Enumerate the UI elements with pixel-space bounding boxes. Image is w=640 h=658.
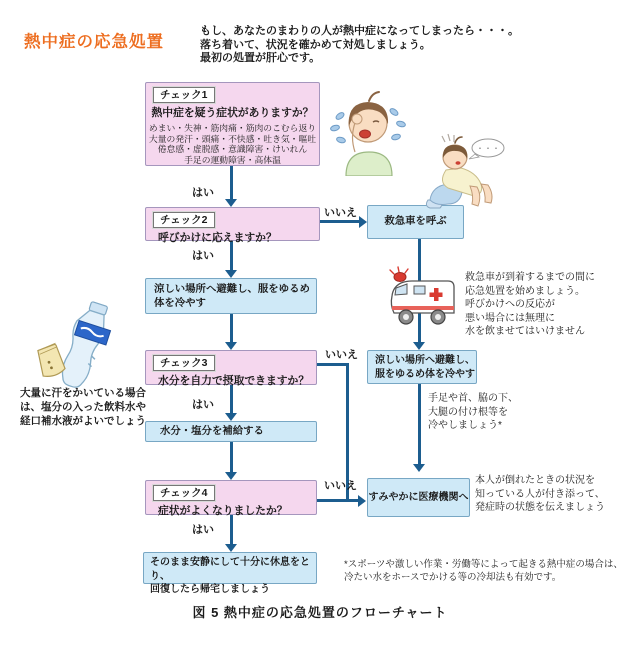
ambulance-note-line: 呼びかけへの反応が bbox=[465, 299, 555, 310]
arrow-cool-right-to-hospital bbox=[418, 384, 421, 465]
arrow-check4-no-to-hospital bbox=[317, 499, 359, 502]
cooling-note-line: 冷やしましょう* bbox=[428, 420, 502, 431]
cooling-note-line: 大腿の付け根等を bbox=[428, 406, 508, 418]
check1-question: 熱中症を疑う症状がありますか？ bbox=[151, 107, 314, 119]
no-label: いいえ bbox=[324, 207, 357, 219]
arrowhead-down-icon bbox=[225, 199, 237, 207]
arrow-check1-to-check2 bbox=[230, 166, 233, 199]
arrowhead-down-icon bbox=[225, 472, 237, 480]
arrow-check2-to-cool bbox=[230, 241, 233, 271]
salt-pack-icon bbox=[34, 340, 66, 384]
hospital-note bbox=[475, 474, 605, 515]
symptom-line: 手足の運動障害・高体温 bbox=[184, 154, 281, 165]
arrow-check3-to-hydrate bbox=[230, 385, 233, 414]
cooling-note bbox=[428, 392, 518, 433]
check2-tag: チェック2 bbox=[153, 212, 215, 228]
check4-tag: チェック4 bbox=[153, 485, 215, 501]
hospital-note-line: 発症時の状態を伝えましょう bbox=[475, 502, 605, 513]
hydrate-box bbox=[145, 421, 317, 442]
cool-down-right-line: 服をゆるめ体を冷やす bbox=[375, 368, 475, 380]
figure-caption: 図 5 熱中症の応急処置のフローチャート bbox=[192, 605, 448, 620]
yes-label: はい bbox=[192, 250, 214, 262]
hydrate-label: 水分・塩分を補給する bbox=[160, 425, 264, 437]
hospital-note-line: 本人が倒れたときの状況を bbox=[475, 475, 595, 486]
check4-box bbox=[145, 480, 317, 515]
hospital-label: すみやかに医療機関へ bbox=[368, 491, 469, 503]
yes-label: はい bbox=[192, 524, 214, 536]
symptom-line: 大量の発汗・頭痛・不快感・吐き気・嘔吐 bbox=[148, 133, 317, 144]
drink-note-line: は、塩分の入った飲料水や bbox=[20, 401, 146, 413]
intro-line: 最初の処置が肝心です。 bbox=[200, 52, 321, 64]
call-ambulance-label: 救急車を呼ぶ bbox=[384, 216, 447, 228]
intro-line: もし、あなたのまわりの人が熱中症になってしまったら・・・。 bbox=[200, 25, 519, 37]
footnote-line: *スポーツや激しい作業・労働等によって起きる熱中症の場合は、 bbox=[344, 559, 623, 570]
yes-label: はい bbox=[192, 399, 214, 411]
arrow-cool-to-check3 bbox=[230, 314, 233, 343]
ambulance-note bbox=[465, 271, 595, 339]
ambulance-icon bbox=[384, 266, 458, 330]
cool-down-right-line: 涼しい場所へ避難し、 bbox=[375, 355, 475, 366]
arrow-check2-no-to-ambulance bbox=[319, 220, 360, 223]
arrowhead-down-icon bbox=[225, 544, 237, 552]
intro-line: 落ち着いて、状況を確かめて対処しましょう。 bbox=[200, 38, 431, 51]
rest-line: 回復したら帰宅しましょう bbox=[150, 584, 270, 595]
ambulance-note-line: 悪い場合には無理に bbox=[465, 312, 555, 324]
cool-down-left-line: 体を冷やす bbox=[154, 297, 206, 309]
crawling-person-icon bbox=[418, 130, 510, 214]
cooling-note-line: 手足や首、脇の下、 bbox=[428, 393, 518, 404]
ambulance-note-line: 水を飲ませてはいけません bbox=[465, 326, 585, 337]
intro-text bbox=[200, 25, 519, 66]
arrowhead-down-icon bbox=[413, 464, 425, 472]
cool-down-left-line: 涼しい場所へ避難し、服をゆるめ bbox=[154, 284, 310, 295]
cool-down-left-box bbox=[145, 278, 317, 314]
hospital-note-line: 知っている人が付き添って、 bbox=[475, 488, 605, 500]
arrowhead-right-icon bbox=[358, 495, 366, 507]
check2-question: 呼びかけに応えますか？ bbox=[158, 232, 277, 244]
arrowhead-down-icon bbox=[225, 342, 237, 350]
symptom-line: めまい・失神・筋肉痛・筋肉のこむら返り bbox=[148, 123, 317, 133]
arrow-check4-to-rest bbox=[230, 515, 233, 545]
drink-note-line: 経口補水液がよいでしょう bbox=[20, 415, 146, 427]
no-label: いいえ bbox=[324, 480, 357, 492]
rest-box bbox=[143, 552, 317, 595]
check3-question: 水分を自力で摂取できますか？ bbox=[158, 375, 310, 387]
footnote bbox=[344, 558, 623, 584]
arrow-hydrate-to-check4 bbox=[230, 442, 233, 473]
arrow-check3-no-horizontal bbox=[317, 363, 349, 366]
ambulance-note-line: 応急処置を始めましょう。 bbox=[465, 285, 585, 297]
rest-line: そのまま安静にして十分に休息をとり、 bbox=[150, 557, 310, 582]
yes-label: はい bbox=[192, 187, 214, 199]
hospital-box bbox=[367, 478, 470, 517]
symptom-list bbox=[146, 123, 319, 165]
check1-box bbox=[145, 82, 320, 166]
ambulance-note-line: 救急車が到着するまでの間に bbox=[465, 272, 595, 283]
check2-box bbox=[145, 207, 320, 244]
check1-tag: チェック1 bbox=[153, 87, 215, 103]
no-label: いいえ bbox=[325, 349, 358, 361]
arrowhead-right-icon bbox=[359, 216, 367, 228]
speech-bubble bbox=[469, 139, 504, 159]
check3-box bbox=[145, 350, 317, 385]
svg-text:・・・: ・・・ bbox=[476, 144, 500, 153]
arrowhead-down-icon bbox=[413, 342, 425, 350]
arrowhead-down-icon bbox=[225, 270, 237, 278]
arrowhead-down-icon bbox=[225, 413, 237, 421]
check4-question: 症状がよくなりましたか？ bbox=[158, 505, 288, 517]
symptom-line: 倦怠感・虚脱感・意識障害・けいれん bbox=[157, 144, 308, 155]
page-title: 熱中症の応急処置 bbox=[24, 33, 164, 51]
check3-tag: チェック3 bbox=[153, 355, 215, 371]
footnote-line: 冷たい水をホースでかける等の冷却法も有効です。 bbox=[344, 572, 562, 583]
cool-down-right-box bbox=[367, 350, 477, 384]
sweating-person-icon bbox=[328, 90, 410, 176]
drink-note-line: 大量に汗をかいている場合 bbox=[20, 387, 146, 399]
